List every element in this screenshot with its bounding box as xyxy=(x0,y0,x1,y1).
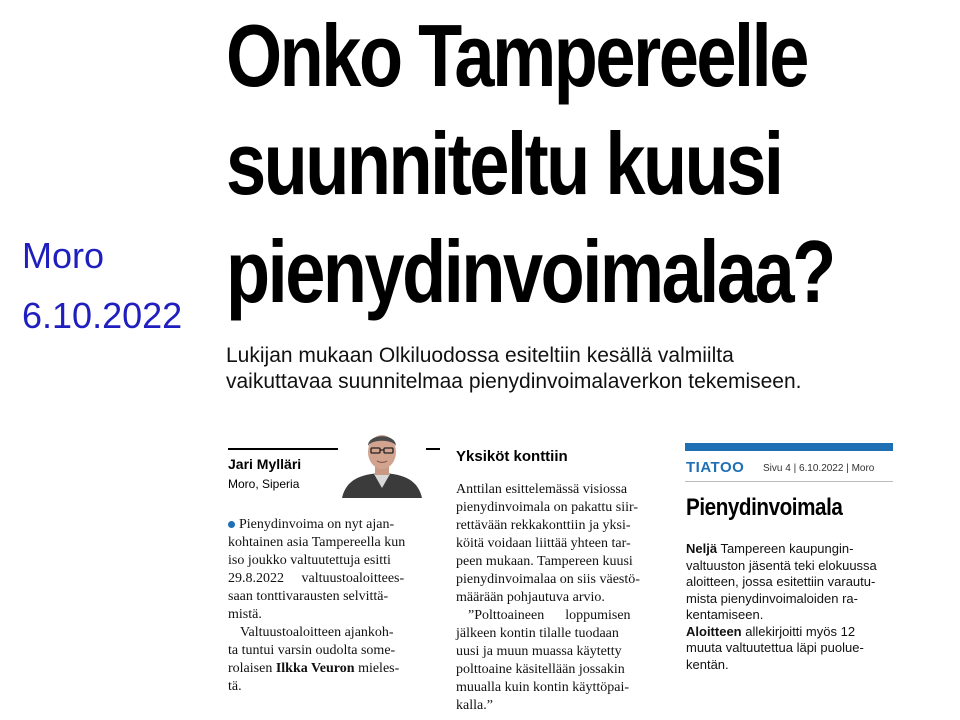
text-line xyxy=(686,624,898,641)
text-line: jälkeen kontin tilalle tuodaan xyxy=(456,626,619,641)
column-1-paragraph xyxy=(228,516,440,624)
infobox-paragraph xyxy=(686,624,898,674)
column-1-body xyxy=(228,516,440,696)
lead-line: Lukijan mukaan Olkiluodossa esiteltiin kesällä valmiilta xyxy=(226,344,734,367)
text-line: peen mukaan. Tampereen kuusi xyxy=(456,554,633,569)
column-1-paragraph xyxy=(228,624,440,696)
text-line xyxy=(228,660,440,678)
text-line: kohtainen asia Tampereella kun xyxy=(228,535,406,550)
text-line: ta tuntui varsin oudolta some- xyxy=(228,643,396,658)
lead-paragraph xyxy=(226,343,906,395)
text-line: kalla.” xyxy=(456,698,493,713)
text-line: iso joukko valtuutettuja esitti xyxy=(228,553,391,568)
text-line: polttoaine käsitellään jossakin xyxy=(456,662,625,677)
text-line: määrään pohjautuva arvio. xyxy=(456,590,605,605)
infobox-title: Pienydinvoimala xyxy=(686,494,843,521)
lead-word: Neljä xyxy=(686,541,718,556)
text-line: valtuuston jäsentä teki elokuussa xyxy=(686,557,877,573)
infobox-meta: Sivu 4 | 6.10.2022 | Moro xyxy=(763,463,875,474)
text-line: Valtuustoaloitteen ajankoh- xyxy=(240,625,394,640)
column-2-paragraph xyxy=(456,607,668,715)
headline xyxy=(226,2,834,326)
headline-line: pienydinvoimalaa? xyxy=(226,222,834,321)
text-fragment: allekirjoitti myös 12 xyxy=(741,623,856,639)
source-label: Moro xyxy=(22,235,105,276)
column-2-paragraph xyxy=(456,481,668,607)
author-name: Jari Mylläri xyxy=(228,456,302,472)
text-fragment: Tampereen kaupungin- xyxy=(717,541,854,556)
headline-line: Onko Tampereelle xyxy=(226,6,807,105)
text-fragment: mieles- xyxy=(354,661,400,676)
text-line: Anttilan esittelemässä visiossa xyxy=(456,482,628,497)
author-affiliation: Moro, Siperia xyxy=(228,477,300,491)
date-label: 6.10.2022 xyxy=(22,295,183,336)
text-line: mistä. xyxy=(228,607,262,622)
text-line: mista pienydinvoimaloiden ra- xyxy=(686,590,858,606)
text-line: kentamiseen. xyxy=(686,607,764,622)
text-line: pienydinvoimala on pakattu siir- xyxy=(456,500,639,515)
text-line: tä. xyxy=(228,679,242,694)
text-line: köitä voidaan liittää yhteen tar- xyxy=(456,536,631,551)
author-photo xyxy=(338,424,426,498)
bullet-dot-icon xyxy=(228,521,235,528)
text-fragment: Pienydinvoima on nyt ajan- xyxy=(239,517,395,532)
infobox-paragraph xyxy=(686,541,898,624)
person-name: Ilkka Veuron xyxy=(275,661,355,676)
text-line xyxy=(228,516,440,534)
headline-line: suunniteltu kuusi xyxy=(226,114,782,213)
infobox-top-rule xyxy=(685,443,893,451)
text-line: rettävään rekkakonttiin ja yksi- xyxy=(456,518,631,533)
text-fragment: rolaisen xyxy=(228,661,276,676)
text-line: ”Polttoaineen loppumisen xyxy=(468,608,631,623)
text-line: saan tonttivarausten selvittä- xyxy=(228,589,389,604)
column-2-body xyxy=(456,481,668,715)
text-line: uusi ja muun muassa käytetty xyxy=(456,644,622,659)
column-2-title: Yksiköt konttiin xyxy=(456,448,568,465)
lead-line: vaikuttavaa suunnitelmaa pienydinvoimalaverkon tekemiseen. xyxy=(226,370,802,393)
text-line: muualla kuin kontin käyttöpai- xyxy=(456,680,630,695)
text-line: kentän. xyxy=(686,656,729,672)
lead-word: Aloitteen xyxy=(686,623,742,639)
text-line: pienydinvoimalaa on siis väestö- xyxy=(456,572,640,587)
text-line xyxy=(686,541,898,558)
text-line: 29.8.2022 valtuustoaloittees- xyxy=(228,571,405,586)
infobox-tag: TIATOO xyxy=(686,459,745,476)
infobox-divider xyxy=(685,481,893,482)
text-line: muuta valtuutettua läpi puolue- xyxy=(686,640,864,655)
text-line: aloitteen, jossa esitettiin varautu- xyxy=(686,574,876,589)
infobox-body xyxy=(686,541,898,673)
